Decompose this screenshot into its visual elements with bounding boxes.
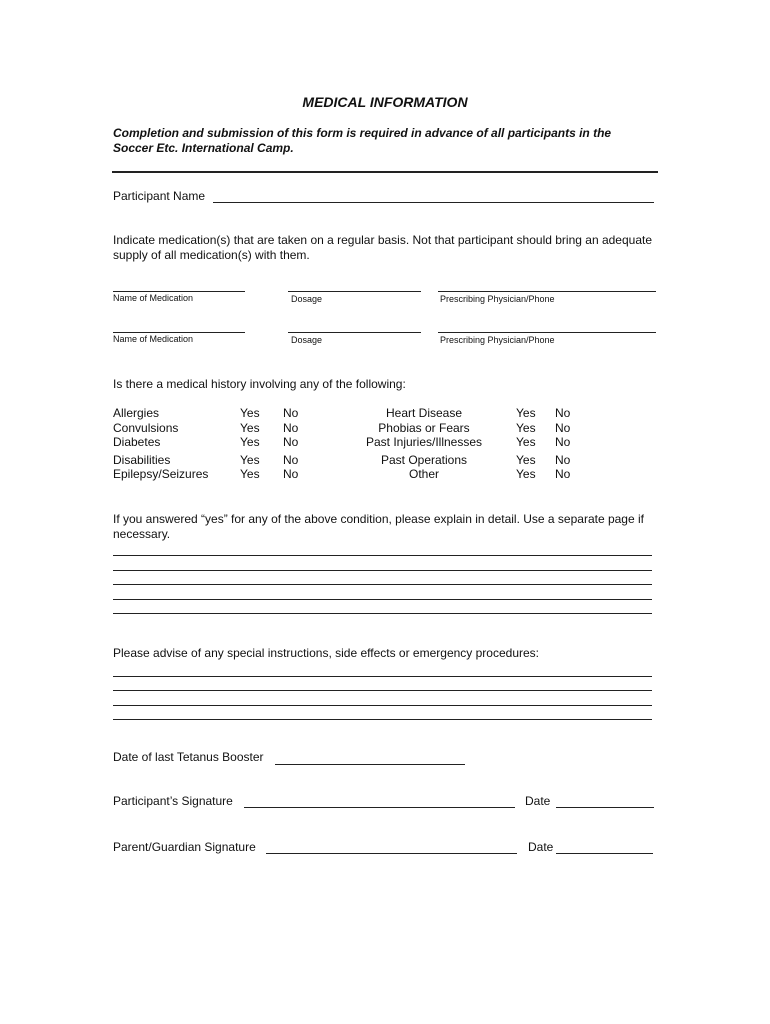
medication-physician-caption: Prescribing Physician/Phone [440, 335, 555, 345]
no-option[interactable]: No [555, 406, 571, 420]
participant-signature-label: Participant’s Signature [113, 794, 233, 808]
parent-date-label: Date [528, 840, 554, 854]
no-option[interactable]: No [283, 435, 299, 449]
parent-date-field[interactable] [556, 853, 653, 854]
yes-option[interactable]: Yes [240, 435, 260, 449]
yes-option[interactable]: Yes [240, 406, 260, 420]
condition-label: Diabetes [113, 435, 161, 449]
explain-line[interactable] [113, 555, 652, 556]
medication-instructions: Indicate medication(s) that are taken on a regular basis. Not that participant should bring an adequate supply of all medication(s) with them. [113, 233, 652, 262]
special-instructions-line[interactable] [113, 705, 652, 706]
yes-option[interactable]: Yes [240, 421, 260, 435]
special-instructions-line[interactable] [113, 719, 652, 720]
yes-option[interactable]: Yes [516, 421, 536, 435]
yes-option[interactable]: Yes [516, 467, 536, 481]
condition-label: Other [408, 467, 439, 481]
special-instructions-line[interactable] [113, 690, 652, 691]
no-option[interactable]: No [283, 453, 299, 467]
history-question: Is there a medical history involving any of the following: [113, 377, 406, 391]
yes-option[interactable]: Yes [240, 453, 260, 467]
explain-line[interactable] [113, 584, 652, 585]
no-option[interactable]: No [555, 453, 571, 467]
no-option[interactable]: No [283, 421, 299, 435]
explain-prompt: If you answered “yes” for any of the above condition, please explain in detail. Use a separate page if necessary. [113, 512, 644, 541]
yes-option[interactable]: Yes [516, 453, 536, 467]
tetanus-label: Date of last Tetanus Booster [113, 750, 264, 764]
condition-label: Past Operations [380, 453, 468, 467]
medication-dosage-caption: Dosage [291, 335, 323, 345]
medication-name-caption: Name of Medication [113, 293, 194, 303]
explain-line[interactable] [113, 599, 652, 600]
no-option[interactable]: No [555, 467, 571, 481]
condition-label: Heart Disease [385, 406, 463, 420]
special-instructions-prompt: Please advise of any special instructions, side effects or emergency procedures: [113, 646, 539, 660]
no-option[interactable]: No [283, 406, 299, 420]
participant-name-label: Participant Name [113, 189, 206, 203]
no-option[interactable]: No [555, 421, 571, 435]
parent-signature-field[interactable] [266, 853, 517, 854]
participant-signature-field[interactable] [244, 807, 515, 808]
participant-date-label: Date [525, 794, 551, 808]
condition-label: Epilepsy/Seizures [113, 467, 209, 481]
yes-option[interactable]: Yes [240, 467, 260, 481]
explain-line[interactable] [113, 613, 652, 614]
yes-option[interactable]: Yes [516, 435, 536, 449]
special-instructions-line[interactable] [113, 676, 652, 677]
form-intro: Completion and submission of this form is required in advance of all participants in the Soccer Etc. International Camp. [113, 126, 612, 155]
condition-label: Past Injuries/Illnesses [365, 435, 483, 449]
condition-label: Convulsions [113, 421, 179, 435]
medication-physician-caption: Prescribing Physician/Phone [440, 294, 555, 304]
condition-label: Disabilities [113, 453, 171, 467]
medication-dosage-caption: Dosage [291, 294, 323, 304]
tetanus-date-field[interactable] [275, 764, 465, 765]
explain-line[interactable] [113, 570, 652, 571]
condition-label: Allergies [113, 406, 160, 420]
participant-date-field[interactable] [556, 807, 654, 808]
medication-name-caption: Name of Medication [113, 334, 194, 344]
no-option[interactable]: No [555, 435, 571, 449]
yes-option[interactable]: Yes [516, 406, 536, 420]
condition-label: Phobias or Fears [378, 421, 470, 435]
parent-signature-label: Parent/Guardian Signature [113, 840, 256, 854]
form-title: MEDICAL INFORMATION [302, 94, 468, 110]
no-option[interactable]: No [283, 467, 299, 481]
